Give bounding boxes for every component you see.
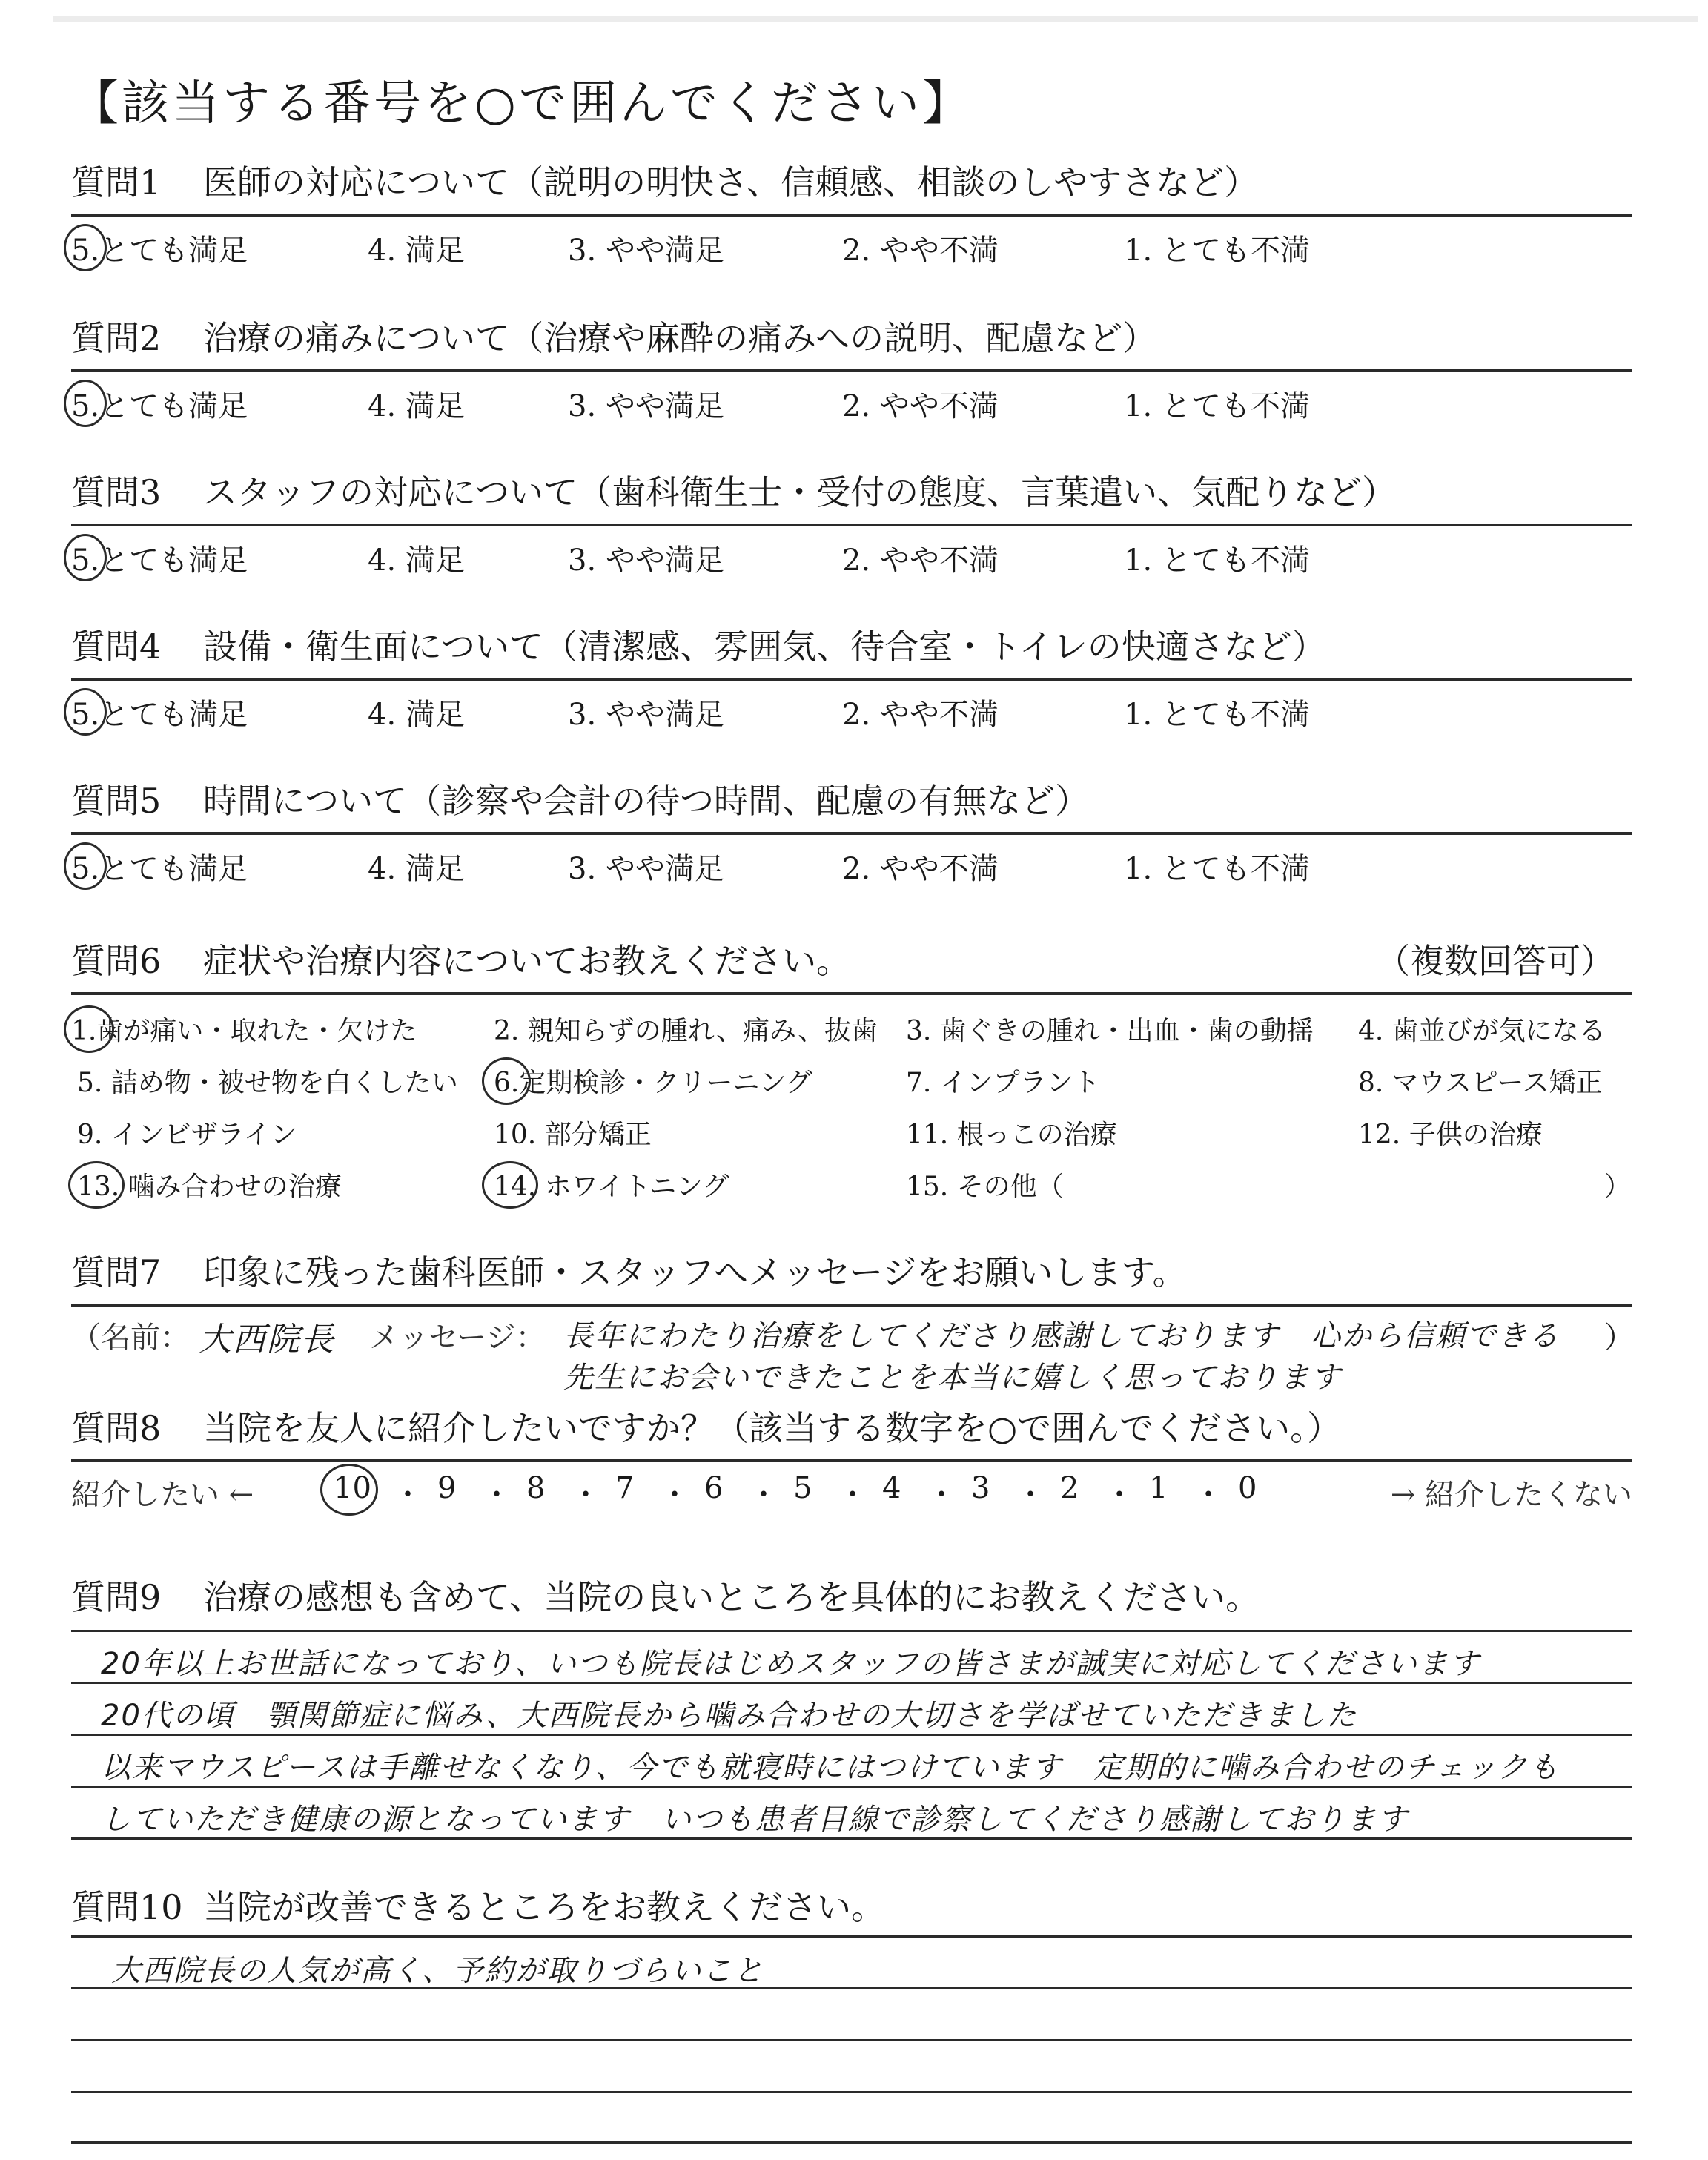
question-7-label: 質問7 xyxy=(71,1252,162,1292)
q6-option-1[interactable]: 1.歯が痛い・取れた・欠けた xyxy=(71,1016,417,1046)
q6-option-12[interactable]: 12. 子供の治療 xyxy=(1358,1120,1543,1150)
q1-option-5[interactable]: 5.とても満足 xyxy=(71,234,248,268)
question-1-text: 医師の対応について（説明の明快さ、信頼感、相談のしやすさなど） xyxy=(203,162,1259,202)
question-3-header xyxy=(71,455,1632,526)
question-1-header xyxy=(71,145,1632,217)
question-5-label: 質問5 xyxy=(71,781,162,821)
question-9-header xyxy=(71,1569,1632,1628)
q8-selected-circle xyxy=(320,1464,378,1516)
question-10-header xyxy=(71,1876,1632,1938)
q9-answer-line-1[interactable]: 20年以上お世話になっており、いつも院長はじめスタッフの皆さまが誠実に対応してくださいます xyxy=(101,1647,1480,1681)
q8-number-2[interactable]: 2 xyxy=(1060,1471,1079,1505)
q8-number-8[interactable]: 8 xyxy=(526,1471,546,1505)
q8-number-5[interactable]: 5 xyxy=(793,1471,812,1505)
question-6-note: （複数回答可） xyxy=(1376,941,1615,981)
q6-option-15-close: ） xyxy=(1604,1172,1632,1202)
q8-dot: ・ xyxy=(838,1478,867,1512)
q4-option-5[interactable]: 5.とても満足 xyxy=(71,698,248,732)
q8-dot: ・ xyxy=(1105,1478,1134,1512)
q3-option-3[interactable]: 3. やや満足 xyxy=(568,544,724,578)
q4-option-3[interactable]: 3. やや満足 xyxy=(568,698,724,732)
q3-option-4[interactable]: 4. 満足 xyxy=(368,544,465,578)
question-2-header xyxy=(71,301,1632,372)
q3-option-5[interactable]: 5.とても満足 xyxy=(71,544,248,578)
question-7-header xyxy=(71,1235,1632,1307)
q7-message-line-1[interactable]: 長年にわたり治療をしてくださり感謝しております 心から信頼できる xyxy=(563,1319,1560,1353)
question-2-label: 質問2 xyxy=(71,318,162,358)
q4-selected-circle xyxy=(64,688,107,736)
q10-line xyxy=(71,1935,1632,1938)
q6-option-10[interactable]: 10. 部分矯正 xyxy=(494,1120,652,1150)
question-8-text: 当院を友人に紹介したいですか？（該当する数字を○で囲んでください。） xyxy=(203,1408,1342,1448)
q8-dot: ・ xyxy=(749,1478,778,1512)
question-5-text: 時間について（診察や会計の待つ時間、配慮の有無など） xyxy=(203,781,1090,821)
question-6-header xyxy=(71,924,1632,995)
q1-selected-circle xyxy=(64,224,107,271)
q5-option-2[interactable]: 2. やや不満 xyxy=(842,852,999,886)
question-1-label: 質問1 xyxy=(71,162,162,202)
q3-option-1[interactable]: 1. とても不満 xyxy=(1124,544,1310,578)
q8-dot: ・ xyxy=(660,1478,689,1512)
q4-option-4[interactable]: 4. 満足 xyxy=(368,698,465,732)
page-title: 【該当する番号を○で囲んでください】 xyxy=(71,76,973,131)
q3-selected-circle xyxy=(64,534,107,581)
q8-number-9[interactable]: 9 xyxy=(437,1471,457,1505)
q6-circle-13 xyxy=(68,1161,125,1209)
question-4-header xyxy=(71,610,1632,681)
q7-name-value[interactable]: 大西院長 xyxy=(199,1321,335,1358)
q2-option-5[interactable]: 5.とても満足 xyxy=(71,389,248,423)
q6-option-4[interactable]: 4. 歯並びが気になる xyxy=(1358,1016,1606,1046)
q6-option-6[interactable]: 6.定期検診・クリーニング xyxy=(494,1068,812,1098)
q2-option-4[interactable]: 4. 満足 xyxy=(368,389,465,423)
q6-option-2[interactable]: 2. 親知らずの腫れ、痛み、抜歯 xyxy=(494,1016,878,1046)
q8-number-3[interactable]: 3 xyxy=(971,1471,990,1505)
q5-selected-circle xyxy=(64,842,107,890)
question-4-label: 質問4 xyxy=(71,627,162,667)
question-3-text: スタッフの対応について（歯科衛生士・受付の態度、言葉遣い、気配りなど） xyxy=(203,472,1397,512)
page-top-edge xyxy=(53,16,1698,22)
q3-option-2[interactable]: 2. やや不満 xyxy=(842,544,999,578)
q7-message-label: メッセージ： xyxy=(369,1321,546,1355)
q7-name-label: （名前： xyxy=(71,1321,190,1355)
question-10-label: 質問10 xyxy=(71,1887,183,1927)
q5-option-5[interactable]: 5.とても満足 xyxy=(71,852,248,886)
question-4-text: 設備・衛生面について（清潔感、雰囲気、待合室・トイレの快適さなど） xyxy=(203,627,1326,667)
q1-option-2[interactable]: 2. やや不満 xyxy=(842,234,999,268)
q8-dot: ・ xyxy=(1016,1478,1045,1512)
q10-line xyxy=(71,2141,1632,2144)
q10-line xyxy=(71,2039,1632,2041)
q4-option-2[interactable]: 2. やや不満 xyxy=(842,698,999,732)
q8-number-10[interactable]: 10 xyxy=(334,1471,371,1505)
question-6-text: 症状や治療内容についてお教えください。 xyxy=(203,941,851,981)
q8-dot: ・ xyxy=(393,1478,423,1512)
q8-number-4[interactable]: 4 xyxy=(882,1471,901,1505)
q9-answer-line-3[interactable]: 以来マウスピースは手離せなくなり、今でも就寝時にはつけています 定期的に噛み合わせのチェックも xyxy=(101,1751,1560,1785)
q8-scale xyxy=(71,1471,1632,1516)
q8-dot: ・ xyxy=(571,1478,600,1512)
q6-option-3[interactable]: 3. 歯ぐきの腫れ・出血・歯の動揺 xyxy=(906,1016,1314,1046)
q6-option-9[interactable]: 9. インビザライン xyxy=(77,1120,297,1150)
q2-selected-circle xyxy=(64,380,107,427)
question-3-label: 質問3 xyxy=(71,472,162,512)
q6-option-8[interactable]: 8. マウスピース矯正 xyxy=(1358,1068,1603,1098)
q2-option-3[interactable]: 3. やや満足 xyxy=(568,389,724,423)
q6-option-7[interactable]: 7. インプラント xyxy=(906,1068,1100,1098)
q7-message-line-2[interactable]: 先生にお会いできたことを本当に嬉しく思っております xyxy=(563,1361,1342,1395)
question-8-label: 質問8 xyxy=(71,1408,162,1448)
q6-circle-6 xyxy=(482,1057,531,1105)
q9-answer-line-4[interactable]: していただき健康の源となっています いつも患者目線で診察してくださり感謝しております xyxy=(101,1803,1409,1837)
q8-number-7[interactable]: 7 xyxy=(615,1471,635,1505)
q8-left-label: 紹介したい ← xyxy=(71,1478,254,1512)
q10-answer-line-1[interactable]: 大西院長の人気が高く、予約が取りづらいこと xyxy=(111,1954,765,1988)
q9-answer-line-2[interactable]: 20代の頃 顎関節症に悩み、大西院長から噛み合わせの大切さを学ばせていただきました xyxy=(101,1699,1358,1733)
question-8-header xyxy=(71,1391,1632,1462)
question-6-label: 質問6 xyxy=(71,941,162,981)
q1-option-3[interactable]: 3. やや満足 xyxy=(568,234,724,268)
q6-option-5[interactable]: 5. 詰め物・被せ物を白くしたい xyxy=(77,1068,458,1098)
q10-line xyxy=(71,2091,1632,2093)
question-7-text: 印象に残った歯科医師・スタッフへメッセージをお願いします。 xyxy=(203,1252,1187,1292)
q8-right-label: → 紹介したくない xyxy=(1390,1478,1632,1512)
q4-option-1[interactable]: 1. とても不満 xyxy=(1124,698,1310,732)
q8-dot: ・ xyxy=(482,1478,512,1512)
q2-option-1[interactable]: 1. とても不満 xyxy=(1124,389,1310,423)
q6-option-15[interactable]: 15. その他（ xyxy=(906,1172,1064,1202)
q1-option-4[interactable]: 4. 満足 xyxy=(368,234,465,268)
q6-option-11[interactable]: 11. 根っこの治療 xyxy=(906,1120,1117,1150)
question-5-header xyxy=(71,764,1632,835)
question-2-text: 治療の痛みについて（治療や麻酔の痛みへの説明、配慮など） xyxy=(203,318,1157,358)
q6-option-14[interactable]: 14. ホワイトニング xyxy=(494,1172,729,1202)
q8-number-1[interactable]: 1 xyxy=(1149,1471,1168,1505)
question-9-label: 質問9 xyxy=(71,1577,162,1617)
q5-option-3[interactable]: 3. やや満足 xyxy=(568,852,724,886)
q8-number-0[interactable]: 0 xyxy=(1238,1471,1257,1505)
q6-option-13[interactable]: 13. 噛み合わせの治療 xyxy=(77,1172,342,1202)
q6-circle-1 xyxy=(64,1005,114,1053)
q6-circle-14 xyxy=(482,1161,538,1209)
q9-line xyxy=(71,1630,1632,1632)
q1-option-1[interactable]: 1. とても不満 xyxy=(1124,234,1310,268)
q7-close-paren: ） xyxy=(1604,1321,1634,1355)
q8-dot: ・ xyxy=(927,1478,956,1512)
question-10-text: 当院が改善できるところをお教えください。 xyxy=(203,1887,885,1927)
q8-number-6[interactable]: 6 xyxy=(704,1471,724,1505)
q5-option-1[interactable]: 1. とても不満 xyxy=(1124,852,1310,886)
question-9-text: 治療の感想も含めて、当院の良いところを具体的にお教えください。 xyxy=(203,1577,1260,1617)
q5-option-4[interactable]: 4. 満足 xyxy=(368,852,465,886)
q2-option-2[interactable]: 2. やや不満 xyxy=(842,389,999,423)
q8-dot: ・ xyxy=(1194,1478,1223,1512)
